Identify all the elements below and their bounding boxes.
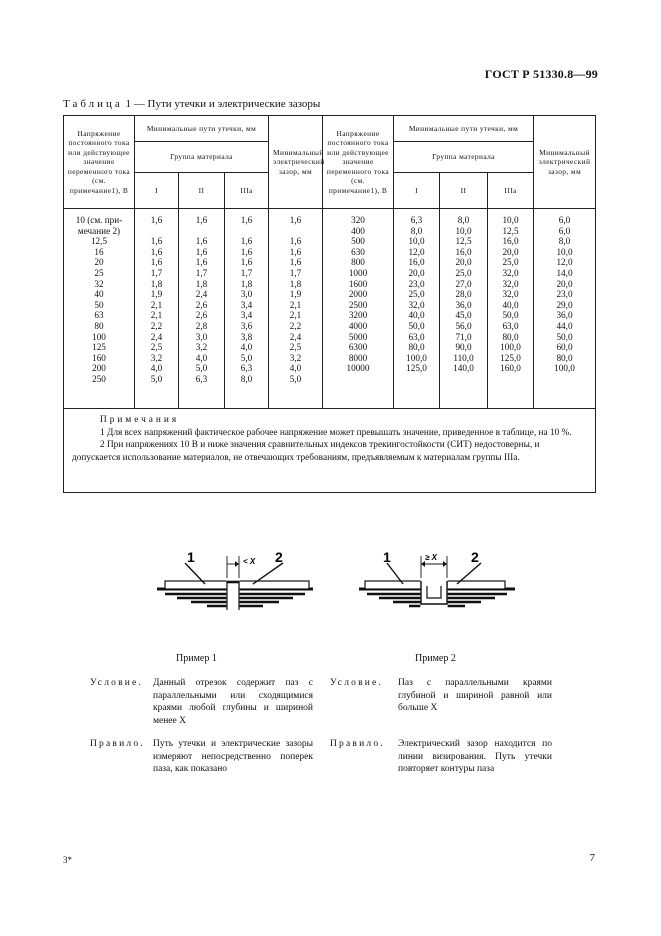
table-cell: 1,6 [150, 257, 163, 268]
header-clearance-left: Минимальный электрический зазор, мм [269, 116, 323, 209]
table-cell: 25,0 [455, 267, 472, 278]
table-cell: 20,0 [455, 257, 472, 268]
table-cell: 3,2 [150, 352, 163, 363]
table-cell: 60,0 [556, 342, 573, 353]
header-group-i-left: I [135, 173, 179, 209]
table-cell: 1,8 [240, 278, 253, 289]
table-cell: 1,6 [289, 246, 302, 257]
table-cell: 63,0 [408, 331, 425, 342]
table-cell: 2500 [348, 299, 368, 310]
table-cell: 8,0 [240, 373, 253, 384]
table-cell: 28,0 [455, 289, 472, 300]
table-cell: 8,0 [457, 215, 470, 225]
table-cell: 2000 [348, 289, 368, 300]
example-1-dimension: < X [243, 557, 256, 566]
table-cell: 10,0 [455, 225, 472, 236]
table-cell: 4000 [348, 320, 368, 331]
example-1-rule-label: Правило. [90, 739, 145, 749]
table-cell [269, 226, 322, 237]
table-cell: 2,5 [289, 342, 302, 353]
table-cell: 4,0 [150, 363, 163, 374]
column-group-iiia-right [488, 209, 534, 409]
table-cell: 16,0 [408, 257, 425, 268]
table-cell: 3,8 [240, 331, 253, 342]
header-voltage-right: Напряжение постоянного тока или действующее значение переменного тока (см. примечание1), В [323, 116, 394, 209]
table-cell: 5,0 [150, 373, 163, 384]
column-voltage-right [323, 209, 394, 409]
table-cell: 125,0 [406, 363, 427, 374]
header-group-right: Группа материала [394, 142, 534, 173]
table-cell: 45,0 [455, 310, 472, 321]
table-cell: 63,0 [502, 320, 519, 331]
table-cell: 3,2 [289, 352, 302, 363]
table-cell: 12,5 [90, 236, 108, 247]
example-1-label-2: 2 [275, 549, 283, 565]
table-cell: 71,0 [455, 331, 472, 342]
table-cell: 320 [351, 215, 365, 225]
table-cell: 80,0 [408, 342, 425, 353]
table-cell: 4,0 [289, 363, 302, 374]
table-cell: 100,0 [406, 352, 427, 363]
table-cell: 32,0 [502, 278, 519, 289]
table-cell: 110,0 [453, 352, 474, 363]
table-cell: 12,0 [408, 246, 425, 257]
table-cell [225, 226, 268, 237]
column-group-i-right [394, 209, 440, 409]
example-2-diagram [357, 548, 517, 610]
table-cell: 2,6 [195, 299, 208, 310]
table-cell: 12,5 [455, 236, 472, 247]
table-cell: 16 [94, 246, 104, 257]
table-cell: 2,1 [150, 310, 163, 321]
table-cell: 1,9 [289, 289, 302, 300]
table-cell: 1,9 [150, 289, 163, 300]
table-cell: 1,6 [289, 257, 302, 268]
creepage-clearance-table [63, 115, 596, 493]
example-2-dimension: ≥ X [425, 553, 437, 562]
table-cell: 10,0 [502, 215, 519, 225]
table-cell: 25,0 [502, 257, 519, 268]
table-cell: 100 [92, 331, 106, 342]
column-group-ii-right [440, 209, 488, 409]
table-cell: 50,0 [408, 320, 425, 331]
column-clearance-right [534, 209, 596, 409]
table-cell: 1,7 [195, 267, 208, 278]
table-cell: 8,0 [558, 236, 571, 247]
table-cell: 2,1 [150, 299, 163, 310]
table-cell: 125,0 [500, 352, 521, 363]
table-cell: 10 (см. при- [75, 215, 123, 225]
table-cell: 400 [351, 225, 365, 236]
table-cell [135, 226, 178, 237]
table-cell: 3,6 [240, 320, 253, 331]
table-cell: 25,0 [408, 289, 425, 300]
header-clearance-right: Минимальный электрический зазор, мм [534, 116, 596, 209]
table-cell: 500 [351, 236, 365, 247]
table-cell: 20,0 [408, 267, 425, 278]
header-voltage-left: Напряжение постоянного тока или действующее значение переменного тока (см. примечание1), В [64, 116, 135, 209]
table-caption [63, 98, 320, 110]
table-cell: 3,0 [240, 289, 253, 300]
column-voltage-left [64, 209, 135, 409]
table-cell: 6300 [348, 342, 368, 353]
table-caption-title: 1 — Пути утечки и электрические зазоры [122, 98, 321, 110]
table-cell: 29,0 [556, 299, 573, 310]
table-notes [64, 409, 596, 493]
table-cell: 6,3 [410, 215, 423, 225]
example-2-condition-label: Условие. [330, 678, 384, 688]
table-cell: 1,6 [150, 236, 163, 247]
example-2-rule-label: Правило. [330, 739, 385, 749]
table-cell: 12,0 [556, 257, 573, 268]
table-cell: 20,0 [502, 246, 519, 257]
table-cell: 10000 [346, 363, 370, 374]
table-cell: 36,0 [455, 299, 472, 310]
table-caption-prefix: Таблица [63, 98, 123, 110]
table-cell: 25 [94, 267, 104, 278]
table-cell: 2,5 [150, 342, 163, 353]
table-cell: 2,1 [289, 310, 302, 321]
page-number: 7 [589, 852, 595, 864]
table-cell: 2,6 [195, 310, 208, 321]
footer-sheet-mark: 3* [63, 855, 72, 865]
table-cell: 5000 [348, 331, 368, 342]
table-cell: 14,0 [556, 267, 573, 278]
table-cell: 2,4 [150, 331, 163, 342]
table-cell: 5,0 [240, 352, 253, 363]
table-cell: 5,0 [289, 373, 302, 384]
example-1-rule-text: Путь утечки и электрические зазоры измеряют непосредственно поперек паза, как показано [153, 739, 313, 774]
table-cell: 80,0 [556, 352, 573, 363]
table-cell: 10,0 [556, 246, 573, 257]
table-cell: 3,0 [195, 331, 208, 342]
table-cell: 50 [94, 299, 104, 310]
table-cell: 32 [94, 278, 104, 289]
table-cell: 3,2 [195, 342, 208, 353]
table-cell [179, 226, 224, 237]
table-cell: 63 [94, 310, 104, 321]
table-cell: 6,0 [558, 225, 571, 236]
notes-title: Примечания [100, 415, 180, 425]
header-group-i-right: I [394, 173, 440, 209]
table-cell: 3,4 [240, 299, 253, 310]
table-cell: 8000 [348, 352, 368, 363]
table-cell: 1,6 [240, 215, 253, 225]
table-cell: 250 [92, 373, 106, 384]
table-cell: 10,0 [408, 236, 425, 247]
table-cell: 6,3 [195, 373, 208, 384]
example-2-label-2: 2 [471, 549, 479, 565]
standard-header: ГОСТ Р 51330.8—99 [484, 67, 598, 81]
table-cell: 100,0 [500, 342, 521, 353]
table-cell: 1000 [348, 267, 368, 278]
table-cell: 1,8 [150, 278, 163, 289]
table-cell: 1,8 [195, 278, 208, 289]
table-cell: 1,6 [195, 236, 208, 247]
example-1-diagram [155, 548, 315, 610]
header-group-ii-left: II [179, 173, 225, 209]
example-1-condition-label: Условие. [90, 678, 144, 688]
table-cell: 1,8 [289, 278, 302, 289]
header-group-left: Группа материала [135, 142, 269, 173]
table-cell: 32,0 [502, 289, 519, 300]
table-cell: 23,0 [556, 289, 573, 300]
table-cell: 1,6 [240, 236, 253, 247]
table-cell: 100,0 [554, 363, 575, 374]
table-cell: 800 [351, 257, 365, 268]
table-cell: 50,0 [502, 310, 519, 321]
header-creepage-right: Минимальные пути утечки, мм [394, 116, 534, 142]
table-cell: 5,0 [195, 363, 208, 374]
table-cell: 2,4 [195, 289, 208, 300]
column-clearance-left [269, 209, 323, 409]
example-2-condition-text: Паз с параллельными краями глубиной и шириной равной или больше X [398, 678, 552, 713]
table-cell: 90,0 [455, 342, 472, 353]
table-cell: 23,0 [408, 278, 425, 289]
table-cell: 4,0 [195, 352, 208, 363]
table-cell: 160,0 [500, 363, 521, 374]
table-cell: 1,6 [240, 246, 253, 257]
table-cell: 40 [94, 289, 104, 300]
table-cell: 1,6 [195, 246, 208, 257]
example-1-condition-text: Данный отрезок содержит паз с параллельными или сходящимися краями любой глубины и шириной менее X [153, 678, 313, 726]
table-cell: 125 [92, 342, 106, 353]
table-cell: 80,0 [502, 331, 519, 342]
table-cell: 6,3 [240, 363, 253, 374]
table-cell: 2,4 [289, 331, 302, 342]
note-1: 1 Для всех напряжений фактическое рабочее напряжение может превышать значение, приведенное в таблице, на 10 %. [100, 427, 572, 438]
header-creepage-left: Минимальные пути утечки, мм [135, 116, 269, 142]
table-cell: 4,0 [240, 342, 253, 353]
header-group-iiia-right: IIIa [488, 173, 534, 209]
example-1-title: Пример 1 [176, 653, 217, 664]
table-cell: 36,0 [556, 310, 573, 321]
example-2-label-1: 1 [383, 549, 391, 565]
table-cell: 8,0 [410, 225, 423, 236]
table-cell: 2,1 [289, 299, 302, 310]
table-cell: 32,0 [408, 299, 425, 310]
table-cell: 12,5 [502, 225, 519, 236]
header-group-iiia-left: IIIa [225, 173, 269, 209]
table-cell: 3,4 [240, 310, 253, 321]
table-cell: 1,7 [240, 267, 253, 278]
table-cell: 20,0 [556, 278, 573, 289]
table-cell: 44,0 [556, 320, 573, 331]
table-cell: 32,0 [502, 267, 519, 278]
table-cell: 6,0 [558, 215, 571, 225]
table-cell: 1,6 [289, 236, 302, 247]
table-cell: 27,0 [455, 278, 472, 289]
table-cell: 1,6 [150, 246, 163, 257]
table-cell: 160 [92, 352, 106, 363]
example-2-rule-text: Электрический зазор находится по линии визирования. Путь утечки повторяет контуры паза [398, 739, 552, 774]
example-1-label-1: 1 [187, 549, 195, 565]
table-cell: 80 [94, 320, 104, 331]
table-cell: 1,6 [195, 257, 208, 268]
table-cell: 40,0 [408, 310, 425, 321]
table-cell: 2,8 [195, 320, 208, 331]
column-group-ii-left [179, 209, 225, 409]
table-cell: 1,6 [289, 215, 302, 225]
table-cell: 630 [351, 246, 365, 257]
table-cell: 200 [92, 363, 106, 374]
example-2-title: Пример 2 [415, 653, 456, 664]
table-cell: 140,0 [453, 363, 474, 374]
table-cell: 16,0 [455, 246, 472, 257]
table-cell: 16,0 [502, 236, 519, 247]
table-cell: 50,0 [556, 331, 573, 342]
table-cell: 40,0 [502, 299, 519, 310]
table-cell: 56,0 [455, 320, 472, 331]
column-group-iiia-left [225, 209, 269, 409]
table-cell: 2,2 [289, 320, 302, 331]
table-cell: 3200 [348, 310, 368, 321]
table-cell: 1,6 [195, 215, 208, 225]
column-group-i-left [135, 209, 179, 409]
table-cell: 2,2 [150, 320, 163, 331]
table-cell: 1,6 [150, 215, 163, 225]
table-cell: мечание 2) [77, 225, 121, 236]
table-cell: 1,6 [240, 257, 253, 268]
table-cell: 20 [94, 257, 104, 268]
table-cell: 1,7 [289, 267, 302, 278]
note-2: 2 При напряжениях 10 В и ниже значения сравнительных индексов трекингостойкости (СИТ) недостоверны, и допускается использование материалов, не отвечающих требованиям, предъявляемым к материалам группы IIIa. [72, 440, 540, 463]
table-cell: 1600 [348, 278, 368, 289]
header-group-ii-right: II [440, 173, 488, 209]
table-cell: 1,7 [150, 267, 163, 278]
